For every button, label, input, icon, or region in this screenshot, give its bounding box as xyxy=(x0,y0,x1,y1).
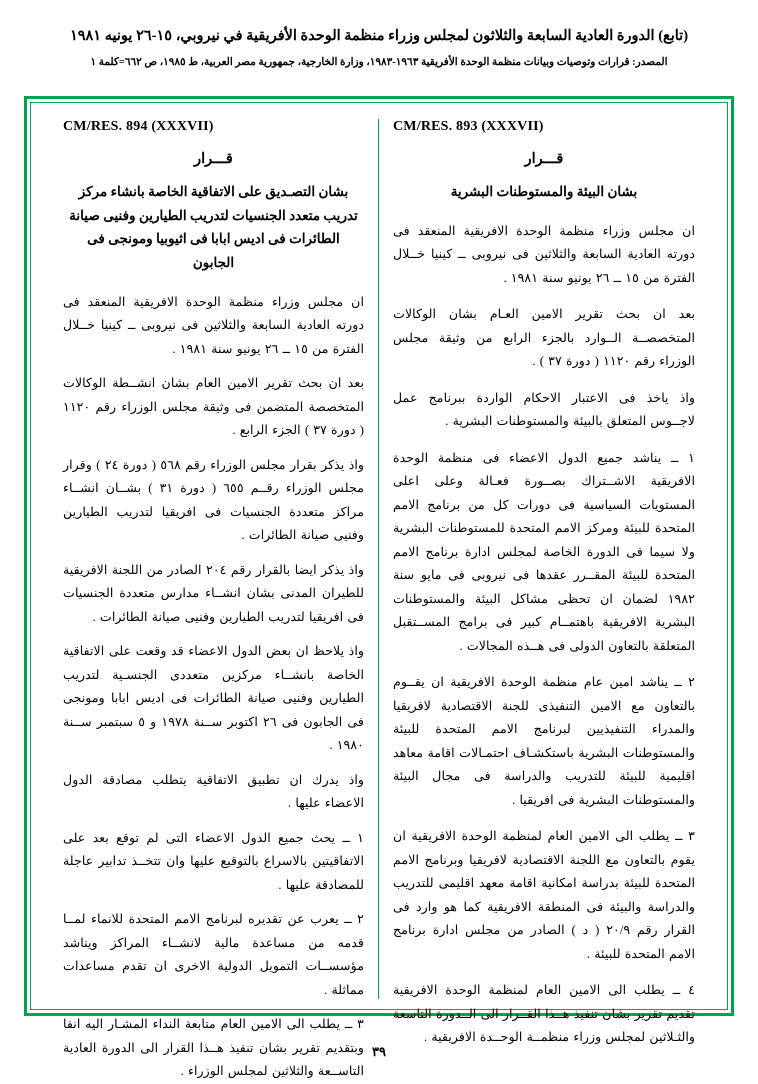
paragraph: ان مجلس وزراء منظمة الوحدة الافريقية المنعقد فى دورته العادية السابعة والثلاثين فى نيروبى ــ كينيا خــلال الفترة من ١٥ ــ ٢٦ يونيو سنة ١٩٨١ . xyxy=(63,294,364,356)
paragraph: ١ ــ يناشد جميع الدول الاعضاء فى منظمة الوحدة الافريقية الاشــتراك بصــورة فعـالة وعلى اعلى المستويات السياسية فى دورات كل من برنامج الامم المتحدة للبيئة ومركز الامم المتحدة للمستوطنات البشرية ولا سيما فى الدورة الخاصة لمجلس ادارة برنامج الامم المتحدة للبيئة المقــرر عقدها فى نيروبى فى مايو سنة ١٩٨٢ لضمان ان تحظى مشاكل البيئة والمستوطنات البشرية الافريقية باهتمــام كبير فى برامج المســتقبل المتعلقة بالتعاون الدولى فى هــذه المجالات . xyxy=(393,450,695,653)
paragraph: واذ يدرك ان تطبيق الاتفاقية يتطلب مصادقة الدول الاعضاء عليها . xyxy=(63,772,364,810)
paragraph: بعد ان بحث تقرير الامين العام بشان انشــطة الوكالات المتخصصة المتضمن فى وثيقة مجلس الوزراء رقم ١١٢٠ ( دورة ٣٧ ) الجزء الرابع . xyxy=(63,376,364,437)
page-number: ٣٩ xyxy=(372,1044,386,1059)
paragraph: ٢ ــ يعرب عن تقديره لبرنامج الامم المتحدة للانماء لمــا قدمه من مساعدة مالية لانشــاء المراكز ويناشد مؤسســات التمويل الدولية الاخرى ان تقدم مساعدات مماثلة . xyxy=(63,912,364,997)
resolution-id-894: CM/RES. 894 (XXXVII) xyxy=(63,119,214,134)
resolution-kind-893: قـــرار xyxy=(524,151,564,167)
paragraph: ٢ ــ يناشد امين عام منظمة الوحدة الافريقية ان يقــوم بالتعاون مع الامين التنفيذى للجنة الاقتصادية لافريقيا والمدراء التنفيذيين لبرنامج الامم المتحدة للبيئة والمستوطنات البشرية باستكشـاف احتمـالات اقامة معاهد اقليمية للبيئة للتدريب والدراسة فى مجال البيئة والمستوطنات البشرية فى افريقيا . xyxy=(393,675,695,807)
paragraph: ان مجلس وزراء منظمة الوحدة الافريقية المنعقد فى دورته العادية السابعة والثلاثين فى نيروبى ــ كينيا خــلال الفترة من ١٥ ــ ٢٦ يونيو سنة ١٩٨١ . xyxy=(393,223,695,285)
header-source: المصدر: قرارات وتوصيات وبيانات منظمة الوحدة الأفريقية ١٩٦٣-١٩٨٣، وزارة الخارجية، جمهورية مصر العربية، ط ١٩٨٥، ص ٦٦٢=كلمة ١ xyxy=(90,56,668,68)
column-right-resolution-893 xyxy=(379,119,709,1045)
resolution-subject-893: بشان البيئة والمستوطنات البشرية xyxy=(450,184,638,199)
paragraph: ١ ــ يحث جميع الدول الاعضاء التى لم توقع بعد على الاتفاقيتين بالاسراع بالتوقيع عليها وان تتخــذ تدابير عاجلة للمصادقة عليها . xyxy=(63,830,364,892)
paragraph: واذ يذكر بقرار مجلس الوزراء رقم ٥٦٨ ( دورة ٢٤ ) وقرار مجلس الوزراء رقــم ٦٥٥ ( دورة ٣١ ) بشــان انشــاء مراكز متعددة الجنسيات فى افريقيا لتدريب الطيارين وفنيى صيانة الطائرات . xyxy=(63,457,364,542)
paragraph: واذ يذكر ايضا بالقرار رقم ٢٠٤ الصادر من اللجنة الافريقية للطيران المدنى بشان انشــاء مدارس متعددة الجنسيات فى افريقيا لتدريب الطيارين وفنيى صيانة الطائرات . xyxy=(63,562,364,624)
resolution-kind-894: قـــرار xyxy=(194,151,233,167)
paragraph: واذ يلاحظ ان بعض الدول الاعضاء قد وقعت على الاتفاقية الخاصة بانشــاء مركزين متعددى الجنسـية لتدريب الطيارين وفنيى صيانة الطائرات فى اديس ابابا ومونجى فى الجابون فى ٢٦ اكتوبر ســنة ١٩٧٨ و ٥ سبتمبر ســنة ١٩٨٠ . xyxy=(63,644,364,752)
header-title: (تابع) الدورة العادية السابعة والثلاثون لمجلس وزراء منظمة الوحدة الأفريقية في نيروبي، ١٥-٢٦ يونيه ١٩٨١ xyxy=(69,28,689,44)
paragraph: ٤ ــ يطلب الى الامين العام لمنظمة الوحدة الافريقية تقديم تقرير بشان تنفيذ هــذا القــرار الى الــدورة التاسعة والثـلاثين لمجلس وزراء منظمــة الوحــدة الافريقية . xyxy=(393,983,695,1045)
paragraph: بعد ان بحث تقرير الامين العـام بشان الوكالات المتخصصــة الــوارد بالجزء الرابع من وثيقة مجلس الوزراء رقم ١١٢٠ ( دورة ٣٧ ) . xyxy=(393,307,695,369)
paragraph: ٣ ــ يطلب الى الامين العام لمنظمة الوحدة الافريقية ان يقوم بالتعاون مع اللجنة الاقتصادية لافريقيا وبرنامج الامم المتحدة للبيئة بدراسة امكانية اقامة معهد اقليمى للتدريب والدراسة والبيئة فى المنطقة الافريقية كما هو وارد فى القرار رقم ٢٠/٩ ( د ) الصادر من مجلس ادارة برنامج الامم المتحدة للبيئة . xyxy=(393,829,695,961)
paragraph: ٣ ــ يطلب الى الامين العام متابعة النداء المشـار اليه انفا وبتقديم تقرير بشان تنفيذ هــذا القرار الى الدورة العادية التاســعة والثلاثين لمجلس الوزراء . xyxy=(63,1017,364,1078)
paragraph: واذ ياخذ فى الاعتبار الاحكام الواردة ببرنامج عمل لاجــوس المتعلق بالبيئة والمستوطنات البشرية . xyxy=(393,390,695,429)
resolution-id-893: CM/RES. 893 (XXXVII) xyxy=(393,119,544,134)
resolution-subject-894: بشان التصـديق على الاتفاقية الخاصة بانشاء مركز تدريب متعدد الجنسيات لتدريب الطيارين وفنيى صيانة الطائرات فى اديس ابابا فى اثيوبيا ومونجى فى الجابون xyxy=(69,184,358,270)
page-header xyxy=(22,26,736,70)
